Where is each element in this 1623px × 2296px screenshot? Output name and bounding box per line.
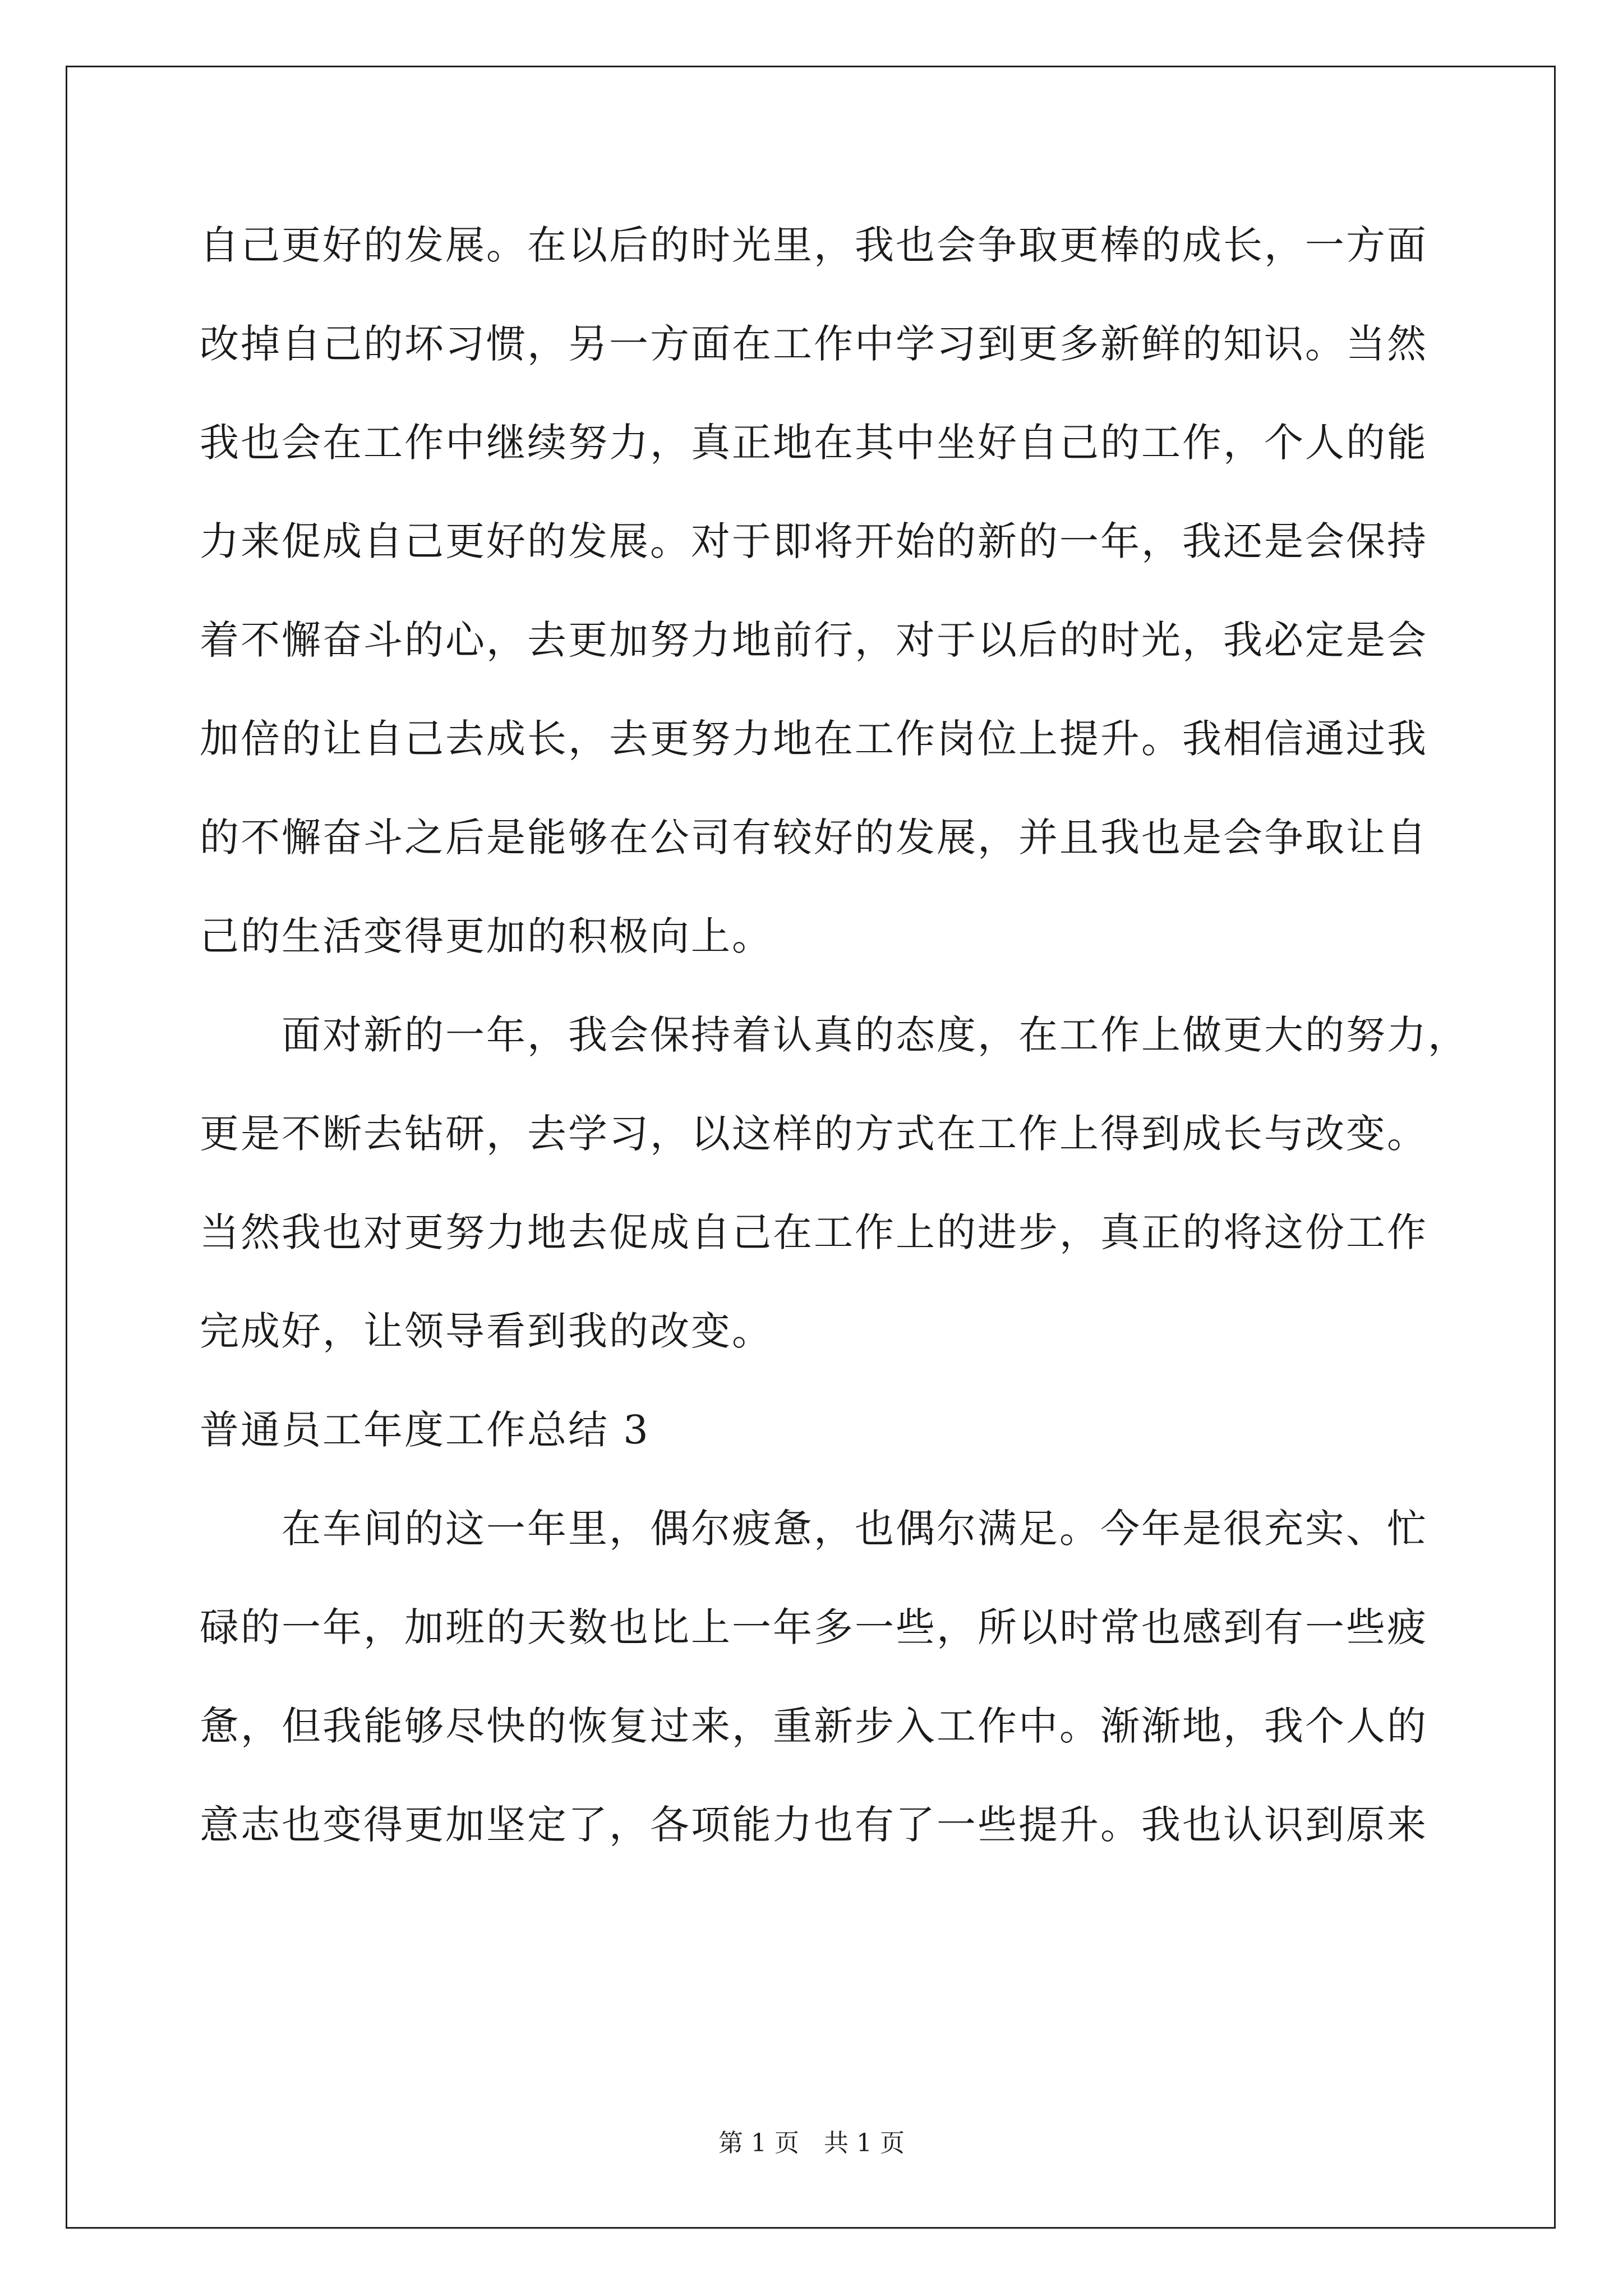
text-line: 更是不断去钻研，去学习，以这样的方式在工作上得到成长与改变。 xyxy=(200,1111,1428,1157)
text-line: 我也会在工作中继续努力，真正地在其中坐好自己的工作，个人的能 xyxy=(200,420,1428,466)
text-line: 的不懈奋斗之后是能够在公司有较好的发展，并且我也是会争取让自 xyxy=(200,815,1428,861)
text-line: 自己更好的发展。在以后的时光里，我也会争取更棒的成长，一方面 xyxy=(200,222,1428,268)
text-line: 意志也变得更加坚定了，各项能力也有了一些提升。我也认识到原来 xyxy=(200,1802,1428,1848)
text-line: 着不懈奋斗的心，去更加努力地前行，对于以后的时光，我必定是会 xyxy=(200,617,1428,663)
text-line: 完成好，让领导看到我的改变。 xyxy=(200,1308,773,1354)
text-line: 力来促成自己更好的发展。对于即将开始的新的一年，我还是会保持 xyxy=(200,518,1428,564)
section-heading: 普通员工年度工作总结 3 xyxy=(200,1407,650,1453)
text-line: 己的生活变得更加的积极向上。 xyxy=(200,913,773,959)
document-body xyxy=(200,209,1469,1887)
paragraph-start-line: 在车间的这一年里，偶尔疲惫，也偶尔满足。今年是很充实、忙 xyxy=(200,1506,1428,1552)
page-number-footer: 第 1 页 共 1 页 xyxy=(718,2129,905,2157)
text-line: 改掉自己的坏习惯，另一方面在工作中学习到更多新鲜的知识。当然 xyxy=(200,321,1428,367)
text-line: 当然我也对更努力地去促成自己在工作上的进步，真正的将这份工作 xyxy=(200,1209,1428,1255)
text-line: 加倍的让自己去成长，去更努力地在工作岗位上提升。我相信通过我 xyxy=(200,716,1428,762)
text-line: 碌的一年，加班的天数也比上一年多一些，所以时常也感到有一些疲 xyxy=(200,1604,1428,1650)
paragraph-start-line: 面对新的一年，我会保持着认真的态度，在工作上做更大的努力， xyxy=(200,1012,1469,1058)
text-line: 惫，但我能够尽快的恢复过来，重新步入工作中。渐渐地，我个人的 xyxy=(200,1703,1428,1749)
